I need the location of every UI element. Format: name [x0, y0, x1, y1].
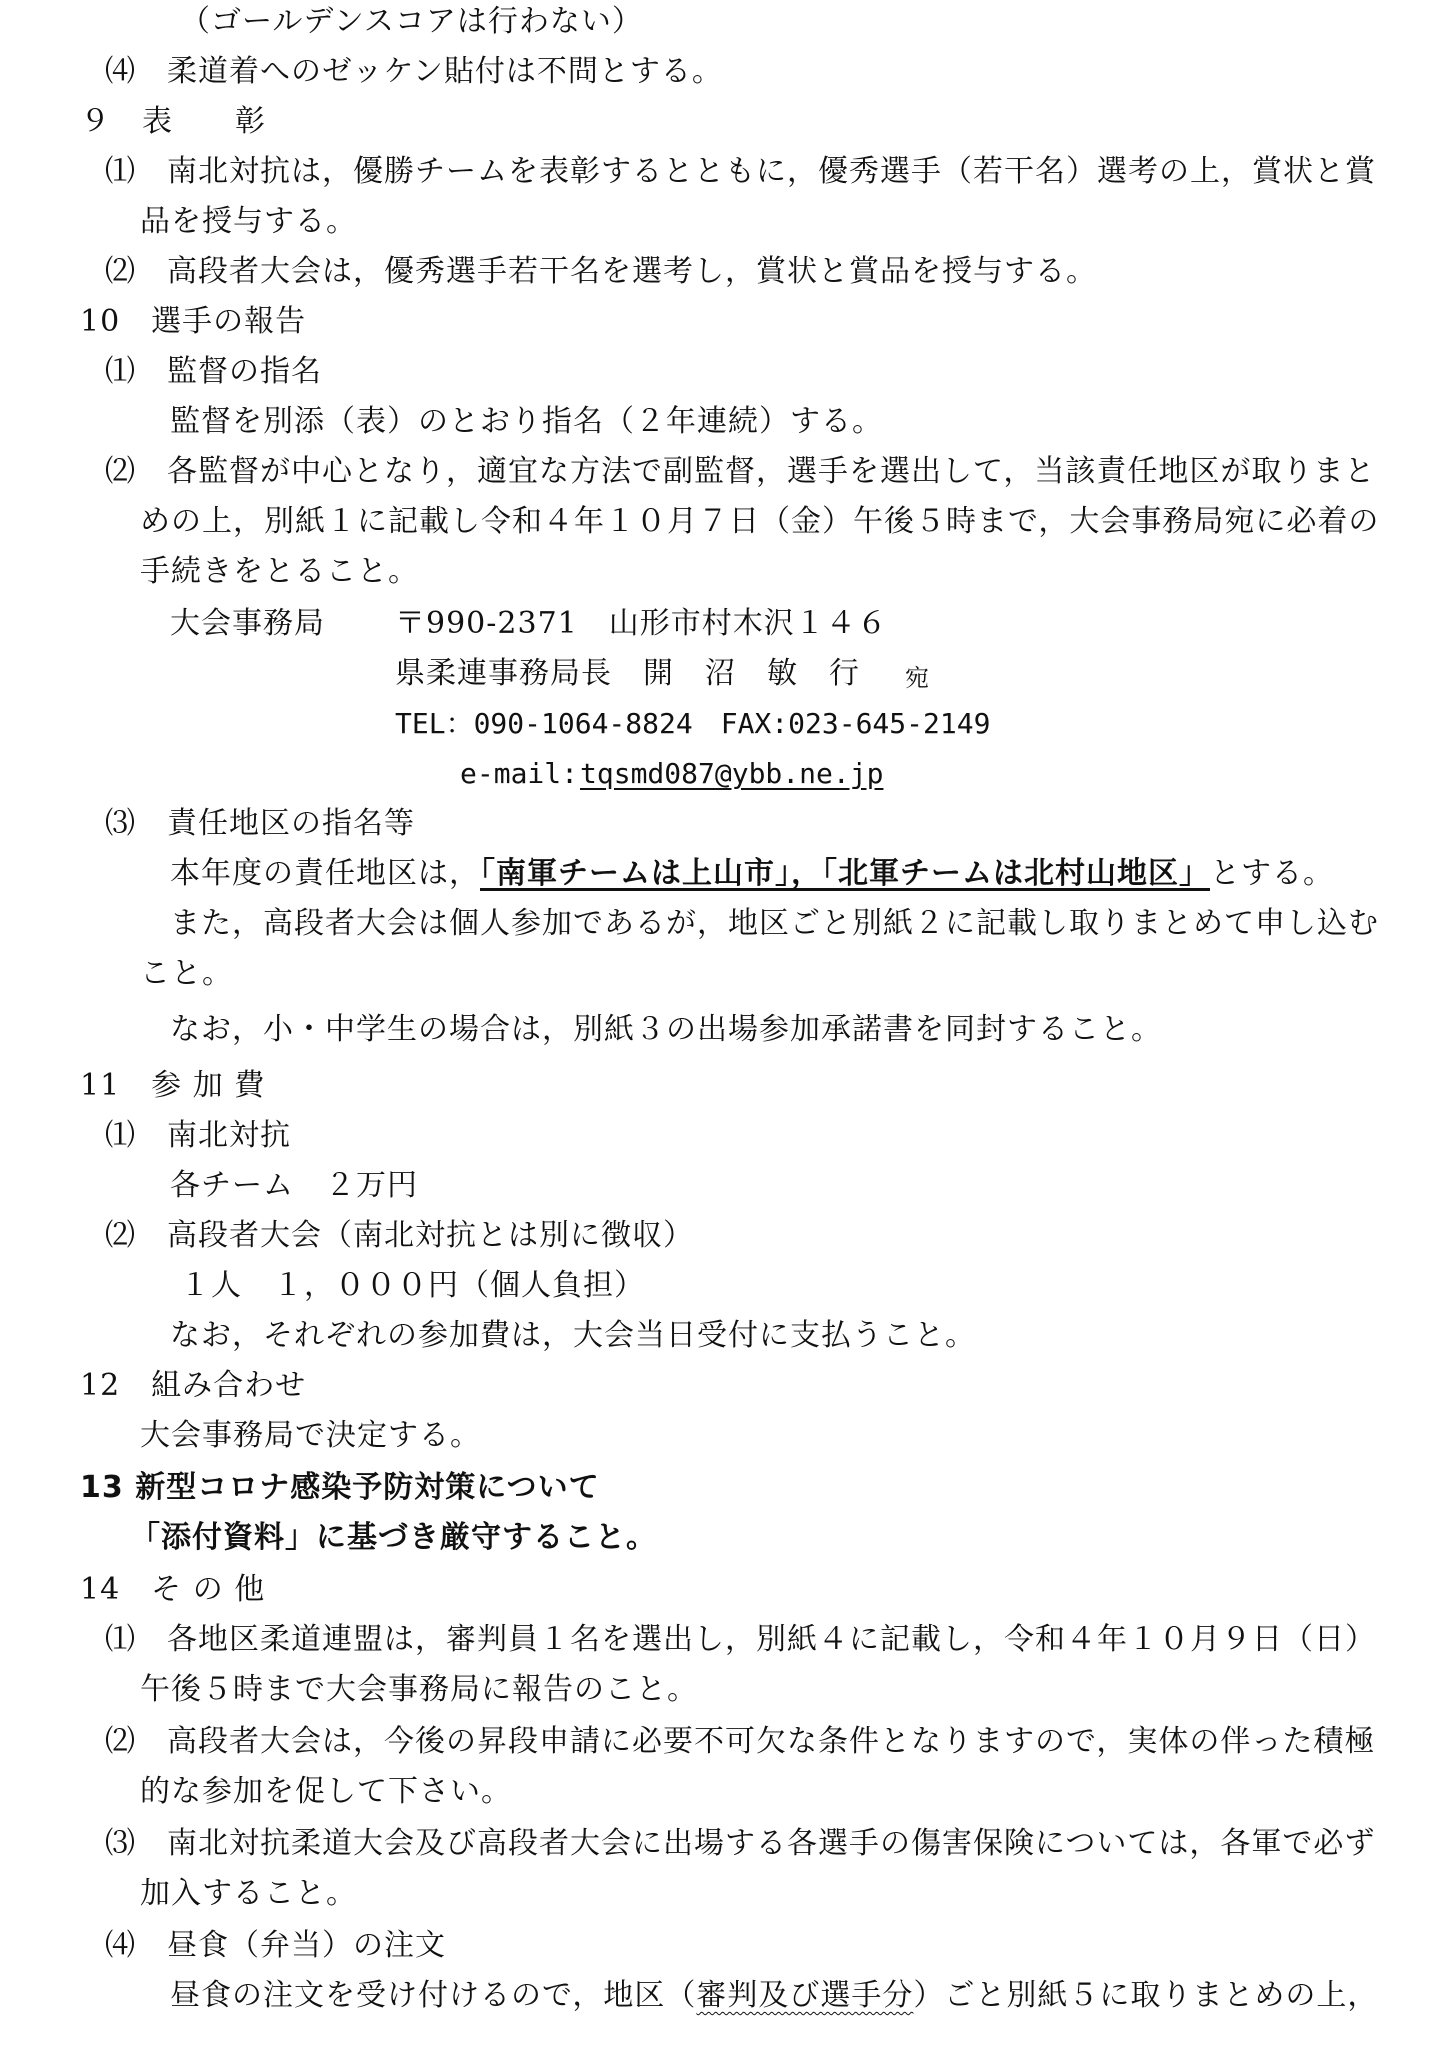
text-line: ⑴ 南北対抗 — [105, 1118, 291, 1153]
office-label: 大会事務局 — [170, 606, 325, 641]
text-line: こと。 — [140, 956, 233, 991]
text-line: 的な参加を促して下さい。 — [140, 1774, 512, 1809]
text-line: ⑵ 高段者大会は，優秀選手若干名を選考し，賞状と賞品を授与する。 — [105, 254, 1097, 289]
section-heading: 10 選手の報告 — [80, 304, 307, 339]
text-line: なお，それぞれの参加費は，大会当日受付に支払うこと。 — [170, 1318, 976, 1353]
office-phone-fax: TEL：090-1064-8824 FAX:023-645-2149 — [395, 707, 991, 740]
text-segment: とする。 — [1210, 856, 1334, 891]
responsible-districts: 「南軍チームは上山市」，「北軍チームは北村山地区」 — [480, 856, 1210, 891]
text-line: また，高段者大会は個人参加であるが，地区ごと別紙２に記載し取りまとめて申し込む — [170, 906, 1379, 941]
text-line: ⑷ 柔道着へのゼッケン貼付は不問とする。 — [105, 54, 723, 89]
section-heading: 12 組み合わせ — [80, 1368, 307, 1403]
email-link[interactable]: tqsmd087@ybb.ne.jp — [580, 757, 884, 790]
text-line: ⑵ 高段者大会（南北対抗とは別に徴収） — [105, 1218, 694, 1253]
email-label: e-mail: — [460, 757, 579, 790]
office-director-suffix: 宛 — [905, 664, 930, 692]
section-heading: 14 そ の 他 — [80, 1572, 266, 1607]
section-heading: ９ 表 彰 — [80, 104, 266, 139]
text-line: 午後５時まで大会事務局に報告のこと。 — [140, 1672, 698, 1707]
section-heading-covid: 13 新型コロナ感染予防対策について — [80, 1470, 600, 1505]
text-line: ⑵ 高段者大会は，今後の昇段申請に必要不可欠な条件となりますので，実体の伴った積極 — [105, 1724, 1376, 1759]
text-line: 監督を別添（表）のとおり指名（２年連続）する。 — [170, 404, 883, 439]
text-line: なお，小・中学生の場合は，別紙３の出場参加承諾書を同封すること。 — [170, 1012, 1162, 1047]
emphasized-text: 審判及び選手分 — [696, 1978, 914, 2013]
text-line: ⑴ 監督の指名 — [105, 354, 322, 389]
text-line — [170, 1976, 1378, 2016]
text-line: 各チーム ２万円 — [170, 1168, 418, 1203]
text-line: ⑶ 南北対抗柔道大会及び高段者大会に出場する各選手の傷害保険については，各軍で必ず — [105, 1826, 1376, 1861]
text-line: （ゴールデンスコアは行わない） — [180, 4, 643, 39]
text-line: めの上，別紙１に記載し令和４年１０月７日（金）午後５時まで，大会事務局宛に必着の — [140, 504, 1380, 539]
office-address: 〒990-2371 山形市村木沢１４６ — [395, 606, 888, 641]
text-line: ⑷ 昼食（弁当）の注文 — [105, 1928, 446, 1963]
text-line: １人 １，０００円（個人負担） — [180, 1268, 645, 1303]
text-line: ⑶ 責任地区の指名等 — [105, 806, 415, 841]
office-director: 県柔連事務局長 開 沼 敏 行 — [395, 656, 860, 691]
text-segment: 昼食の注文を受け付けるので，地区（ — [170, 1978, 697, 2013]
text-line: 大会事務局で決定する。 — [140, 1418, 481, 1453]
covid-instruction: 「添付資料」に基づき厳守すること。 — [130, 1520, 657, 1555]
text-segment: 本年度の責任地区は， — [170, 856, 480, 891]
text-line: ⑴ 南北対抗は，優勝チームを表彰するとともに，優秀選手（若干名）選考の上，賞状と賞 — [105, 154, 1376, 189]
text-line: 加入すること。 — [140, 1876, 357, 1911]
text-line: 品を授与する。 — [140, 204, 357, 239]
text-line: 手続きをとること。 — [140, 554, 419, 589]
text-line: ⑴ 各地区柔道連盟は，審判員１名を選出し，別紙４に記載し，令和４年１０月９日（日） — [105, 1622, 1376, 1657]
text-segment: ）ごと別紙５に取りまとめの上， — [913, 1978, 1379, 2013]
text-line — [170, 854, 1334, 894]
section-heading: 11 参 加 費 — [80, 1068, 266, 1103]
text-line: ⑵ 各監督が中心となり，適宜な方法で副監督，選手を選出して，当該責任地区が取りまと — [105, 454, 1376, 489]
